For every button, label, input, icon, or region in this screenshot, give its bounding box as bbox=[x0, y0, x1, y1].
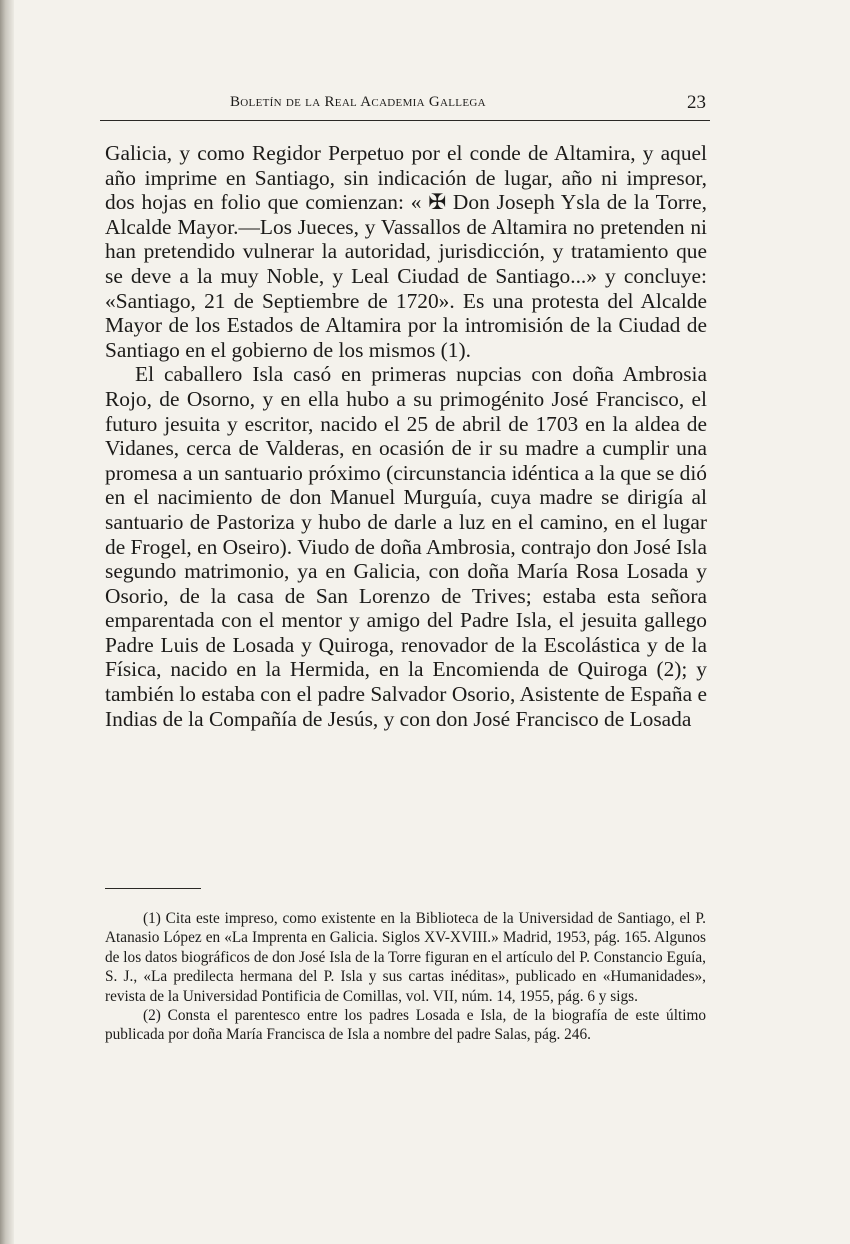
footnote-divider bbox=[105, 888, 201, 889]
running-header bbox=[100, 92, 710, 121]
page-binding-edge bbox=[0, 0, 14, 1244]
running-title: Boletín de la Real Academia Gallega bbox=[230, 94, 486, 110]
footnotes bbox=[105, 909, 706, 1045]
footnote-1: (1) Cita este impreso, como existente en la Biblioteca de la Universidad de Santiago, el P. Atanasio López en «La Imprenta en Galicia. Siglos XV-XVIII.» Madrid, 1953, pág. 165. Algunos de los datos biográficos de don José Isla de la Torre figuran en el artículo del P. Constancio Eguía, S. J., «La predilecta hermana del P. Isla y sus cartas inéditas», publicado en «Humanidades», revista de la Universidad Pontificia de Comillas, vol. VII, núm. 14, 1955, pág. 6 y sigs. bbox=[105, 910, 706, 1005]
body-text bbox=[105, 141, 707, 731]
page-number: 23 bbox=[687, 92, 706, 113]
footnote-2: (2) Consta el parentesco entre los padres Losada e Isla, de la biografía de este último publicada por doña María Francisca de Isla a nombre del padre Salas, pág. 246. bbox=[105, 1007, 706, 1044]
paragraph-2: El caballero Isla casó en primeras nupcias con doña Ambrosia Rojo, de Osorno, y en ella hubo a su primogénito José Francisco, el futuro jesuita y escritor, nacido el 25 de abril de 1703 en la aldea de Vidanes, cerca de Valderas, en ocasión de ir su madre a cumplir una promesa a un santuario próximo (circunstancia idéntica a la que se dió en el nacimiento de don Manuel Murguía, cuya madre se dirigía al santuario de Pastoriza y hubo de darle a luz en el camino, en el lugar de Frogel, en Oseiro). Viudo de doña Ambrosia, contrajo don José Isla segundo matrimonio, ya en Galicia, con doña María Rosa Losada y Osorio, de la casa de San Lorenzo de Trives; estaba esta señora emparentada con el mentor y amigo del Padre Isla, el jesuita gallego Padre Luis de Losada y Quiroga, renovador de la Escolástica y de la Física, nacido en la Hermida, en la Encomienda de Quiroga (2); y también lo estaba con el padre Salvador Osorio, Asistente de España e Indias de la Compañía de Jesús, y con don José Francisco de Losada bbox=[105, 362, 707, 731]
paragraph-1: Galicia, y como Regidor Perpetuo por el conde de Altamira, y aquel año imprime en Santiago, sin indicación de lugar, año ni impresor, dos hojas en folio que comienzan: « ✠ Don Joseph Ysla de la Torre, Alcalde Mayor.—Los Jueces, y Vassallos de Altamira no pretenden ni han pretendido vulnerar la autoridad, jurisdicción, y tratamiento que se deve a la muy Noble, y Leal Ciudad de Santiago...» y concluye: «Santiago, 21 de Septiembre de 1720». Es una protesta del Alcalde Mayor de los Estados de Altamira por la intromisión de la Ciudad de Santiago en el gobierno de los mismos (1). bbox=[105, 141, 707, 362]
